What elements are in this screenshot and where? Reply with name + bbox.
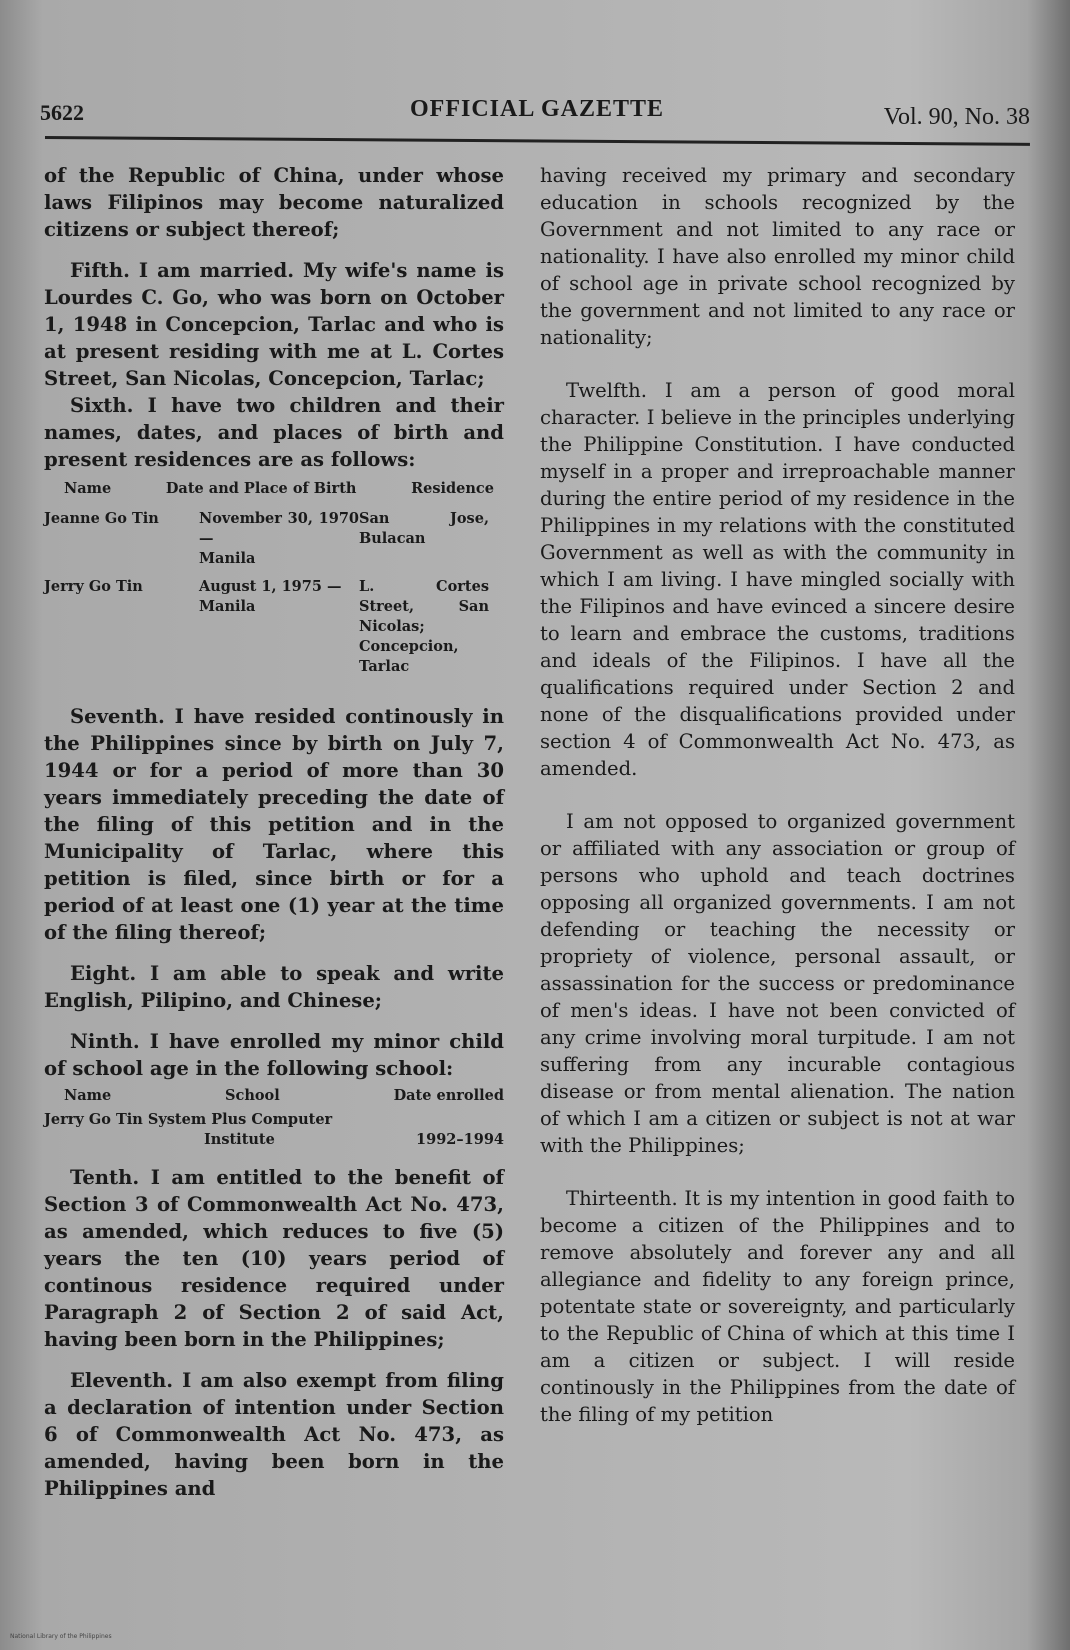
left-column — [44, 162, 504, 1502]
header-rule — [45, 136, 1030, 146]
child-birth: August 1, 1975 — Manila — [199, 578, 342, 615]
paragraph-continuation: having received my primary and secondary education in schools recognized by the Government and not limited to any race or nationality. I have also enrolled my minor child of school age in private school recognized by the government and not limited to any race or nationality; — [540, 164, 1015, 349]
paragraph-tenth: Tenth. I am entitled to the benefit of Section 3 of Commonwealth Act No. 473, as amended, which reduces to five (5) years the ten (10) years period of continous residence required under Paragraph 2 of Section 2 of said Act, having been born in the Philippines; — [44, 1166, 504, 1351]
child-residence: L. Cortes Street, San Nicolas; Concepcion, Tarlac — [359, 578, 489, 675]
paragraph-eighth: Eight. I am able to speak and write English, Pilipino, and Chinese; — [44, 962, 504, 1012]
col-header-residence: Residence — [411, 480, 494, 497]
col-header-date-enrolled: Date enrolled — [393, 1087, 504, 1104]
school-table — [44, 1082, 504, 1150]
school-name: System Plus Computer — [147, 1111, 333, 1128]
children-table-header — [44, 473, 504, 509]
table-row — [44, 577, 504, 677]
page-header — [40, 96, 1030, 136]
paragraph-fifth: Fifth. I am married. My wife's name is Lourdes C. Go, who was born on October 1, 1948 in Concepcion, Tarlac and who is at present residing with me at L. Cortes Street, San Nicolas, Concepcion, Tarlac; — [44, 259, 504, 390]
scan-footer-note: National Library of the Philippines — [10, 1633, 112, 1640]
right-column — [540, 162, 1015, 1428]
paragraph-sixth: Sixth. I have two children and their names, dates, and places of birth and present residences are as follows: — [44, 394, 504, 471]
table-row — [44, 1130, 504, 1150]
paragraph-thirteenth: Thirteenth. It is my intention in good faith to become a citizen of the Philippines and to remove absolutely and forever any and all allegiance and fidelity to any foreign prince, potentate state or sovereignty, and particularly to the Republic of China of which at this time I am a citizen or subject. I will reside continously in the Philippines from the date of the filing of my petition — [540, 1187, 1015, 1426]
volume-number: Vol. 90, No. 38 — [883, 104, 1030, 130]
school-table-header — [44, 1082, 504, 1110]
student-name: Jerry Go Tin — [44, 1111, 143, 1128]
child-name: Jeanne Go Tin — [44, 510, 159, 527]
col-header-school: School — [225, 1087, 280, 1104]
child-name: Jerry Go Tin — [44, 578, 143, 595]
paragraph-eleventh: Eleventh. I am also exempt from filing a declaration of intention under Section 6 of Commonwealth Act No. 473, as amended, having been born in the Philippines and — [44, 1369, 504, 1500]
publication-title: OFFICIAL GAZETTE — [410, 96, 665, 122]
paragraph-seventh: Seventh. I have resided continously in the Philippines since by birth on July 7, 1944 or for a period of more than 30 years immediately preceding the date of the filing of this petition and in the Municipality of Tarlac, where this petition is filed, since birth or for a period of at least one (1) year at the time of the filing thereof; — [44, 705, 504, 944]
children-table — [44, 473, 504, 677]
school-name-cont: Institute — [204, 1131, 275, 1148]
paragraph-twelfth: Twelfth. I am a person of good moral character. I believe in the principles underlying the Philippine Constitution. I have conducted myself in a proper and irreproachable manner during the entire period of my residence in the Philippines in my relations with the constituted Government as well as with the community in which I am living. I have mingled socially with the Filipinos and have evinced a sincere desire to learn and embrace the customs, traditions and ideals of the Filipinos. I have all the qualifications required under Section 2 and none of the disqualifications provided under section 4 of Commonwealth Act No. 473, as amended. — [540, 379, 1015, 780]
table-row — [44, 1110, 504, 1130]
col-header-name: Name — [64, 480, 112, 497]
col-header-date-place: Date and Place of Birth — [165, 480, 357, 497]
child-residence: San Jose, Bulacan — [359, 510, 489, 547]
page-number: 5622 — [40, 100, 84, 125]
table-row — [44, 509, 504, 569]
date-enrolled: 1992–1994 — [416, 1131, 504, 1148]
child-birth: November 30, 1970— Manila — [199, 510, 359, 567]
paragraph-ninth: Ninth. I have enrolled my minor child of school age in the following school: — [44, 1030, 504, 1080]
paragraph-continuation: of the Republic of China, under whose laws Filipinos may become naturalized citizens or subject thereof; — [44, 164, 504, 241]
paragraph-not-opposed: I am not opposed to organized government or affiliated with any association or group of persons who uphold and teach doctrines opposing all organized governments. I am not defending or teaching the necessity or propriety of violence, personal assault, or assassination for the success or predominance of men's ideas. I have not been convicted of any crime involving moral turpitude. I am not suffering from any incurable contagious disease or from mental alienation. The nation of which I am a citizen or subject is not at war with the Philippines; — [540, 810, 1015, 1157]
col-header-name: Name — [64, 1087, 112, 1104]
